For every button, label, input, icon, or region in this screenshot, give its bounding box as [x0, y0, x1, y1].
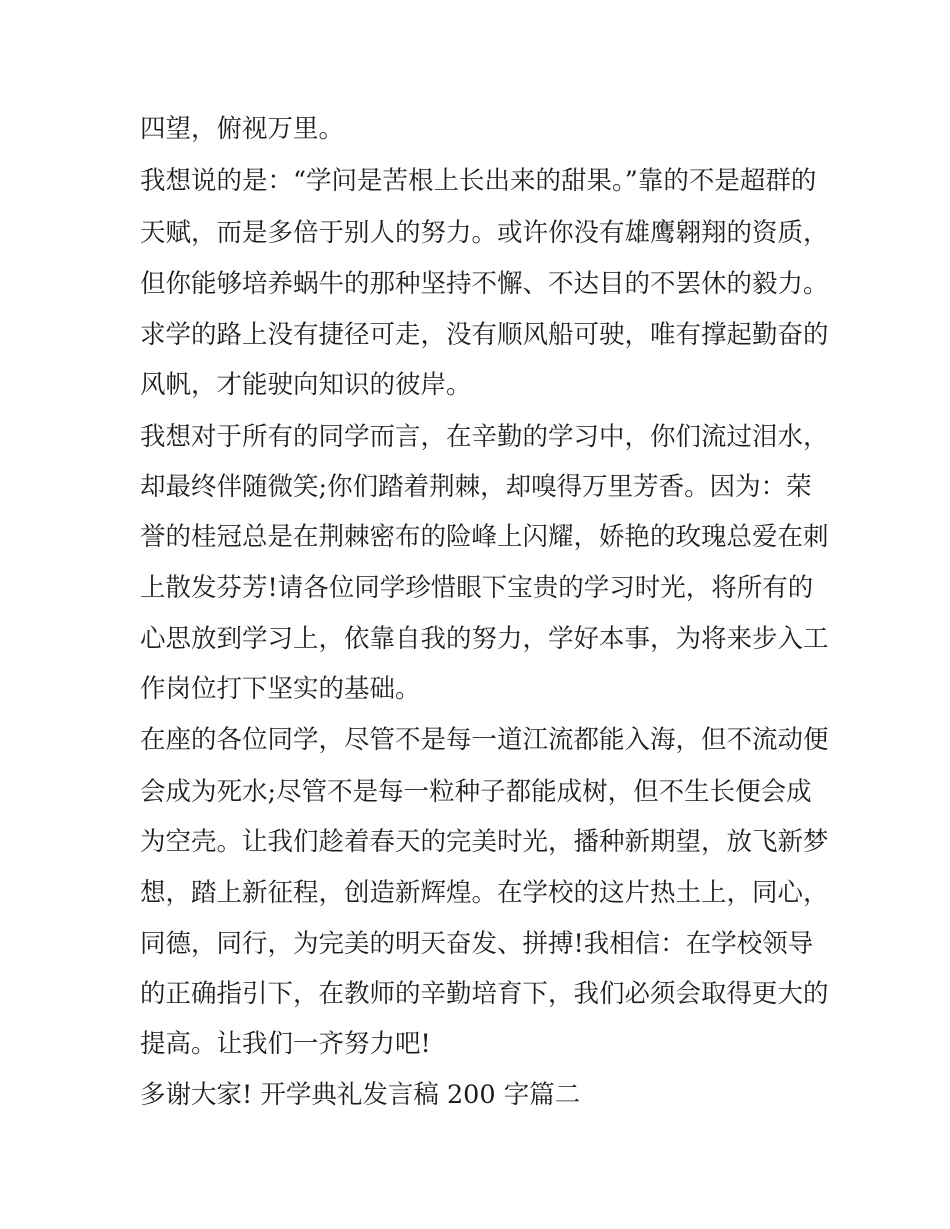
- text-line: 却最终伴随微笑;你们踏着荆棘，却嗅得万里芳香。因为：荣: [140, 472, 812, 502]
- text-line: 求学的路上没有捷径可走，没有顺风船可驶，唯有撑起勤奋的: [140, 320, 829, 350]
- text-line: 天赋，而是多倍于别人的努力。或许你没有雄鹰翱翔的资质，: [140, 218, 829, 248]
- text-line: 我想说的是：“学问是苦根上长出来的甜果。”靠的不是超群的: [140, 166, 817, 196]
- text-line: 想，踏上新征程，创造新辉煌。在学校的这片热土上，同心，: [140, 878, 829, 908]
- text-line: 但你能够培养蜗牛的那种坚持不懈、不达目的不罢休的毅力。: [140, 269, 829, 299]
- text-line: 的正确指引下，在教师的辛勤培育下，我们必须会取得更大的: [140, 979, 829, 1009]
- text-line: 为空壳。让我们趁着春天的完美时光，播种新期望，放飞新梦: [140, 827, 829, 857]
- text-line: 誉的桂冠总是在荆棘密布的险峰上闪耀，娇艳的玫瑰总爱在刺: [140, 522, 829, 552]
- text-line: 上散发芬芳!请各位同学珍惜眼下宝贵的学习时光，将所有的: [140, 573, 814, 603]
- text-line: 心思放到学习上，依靠自我的努力，学好本事，为将来步入工: [140, 624, 829, 654]
- text-line: 四望，俯视万里。: [140, 114, 345, 144]
- text-line: 作岗位打下坚实的基础。: [140, 674, 421, 704]
- text-line: 风帆，才能驶向知识的彼岸。: [140, 370, 472, 400]
- text-line: 在座的各位同学，尽管不是每一道江流都能入海，但不流动便: [140, 725, 829, 755]
- text-line: 同德，同行，为完美的明天奋发、拼搏!我相信：在学校领导: [140, 929, 814, 959]
- text-line: 会成为死水;尽管不是每一粒种子都能成树，但不生长便会成: [140, 777, 812, 807]
- text-line: 我想对于所有的同学而言，在辛勤的学习中，你们流过泪水，: [140, 422, 829, 452]
- section-heading: 多谢大家! 开学典礼发言稿 200 字篇二: [140, 1080, 581, 1110]
- text-line: 提高。让我们一齐努力吧!: [140, 1029, 431, 1059]
